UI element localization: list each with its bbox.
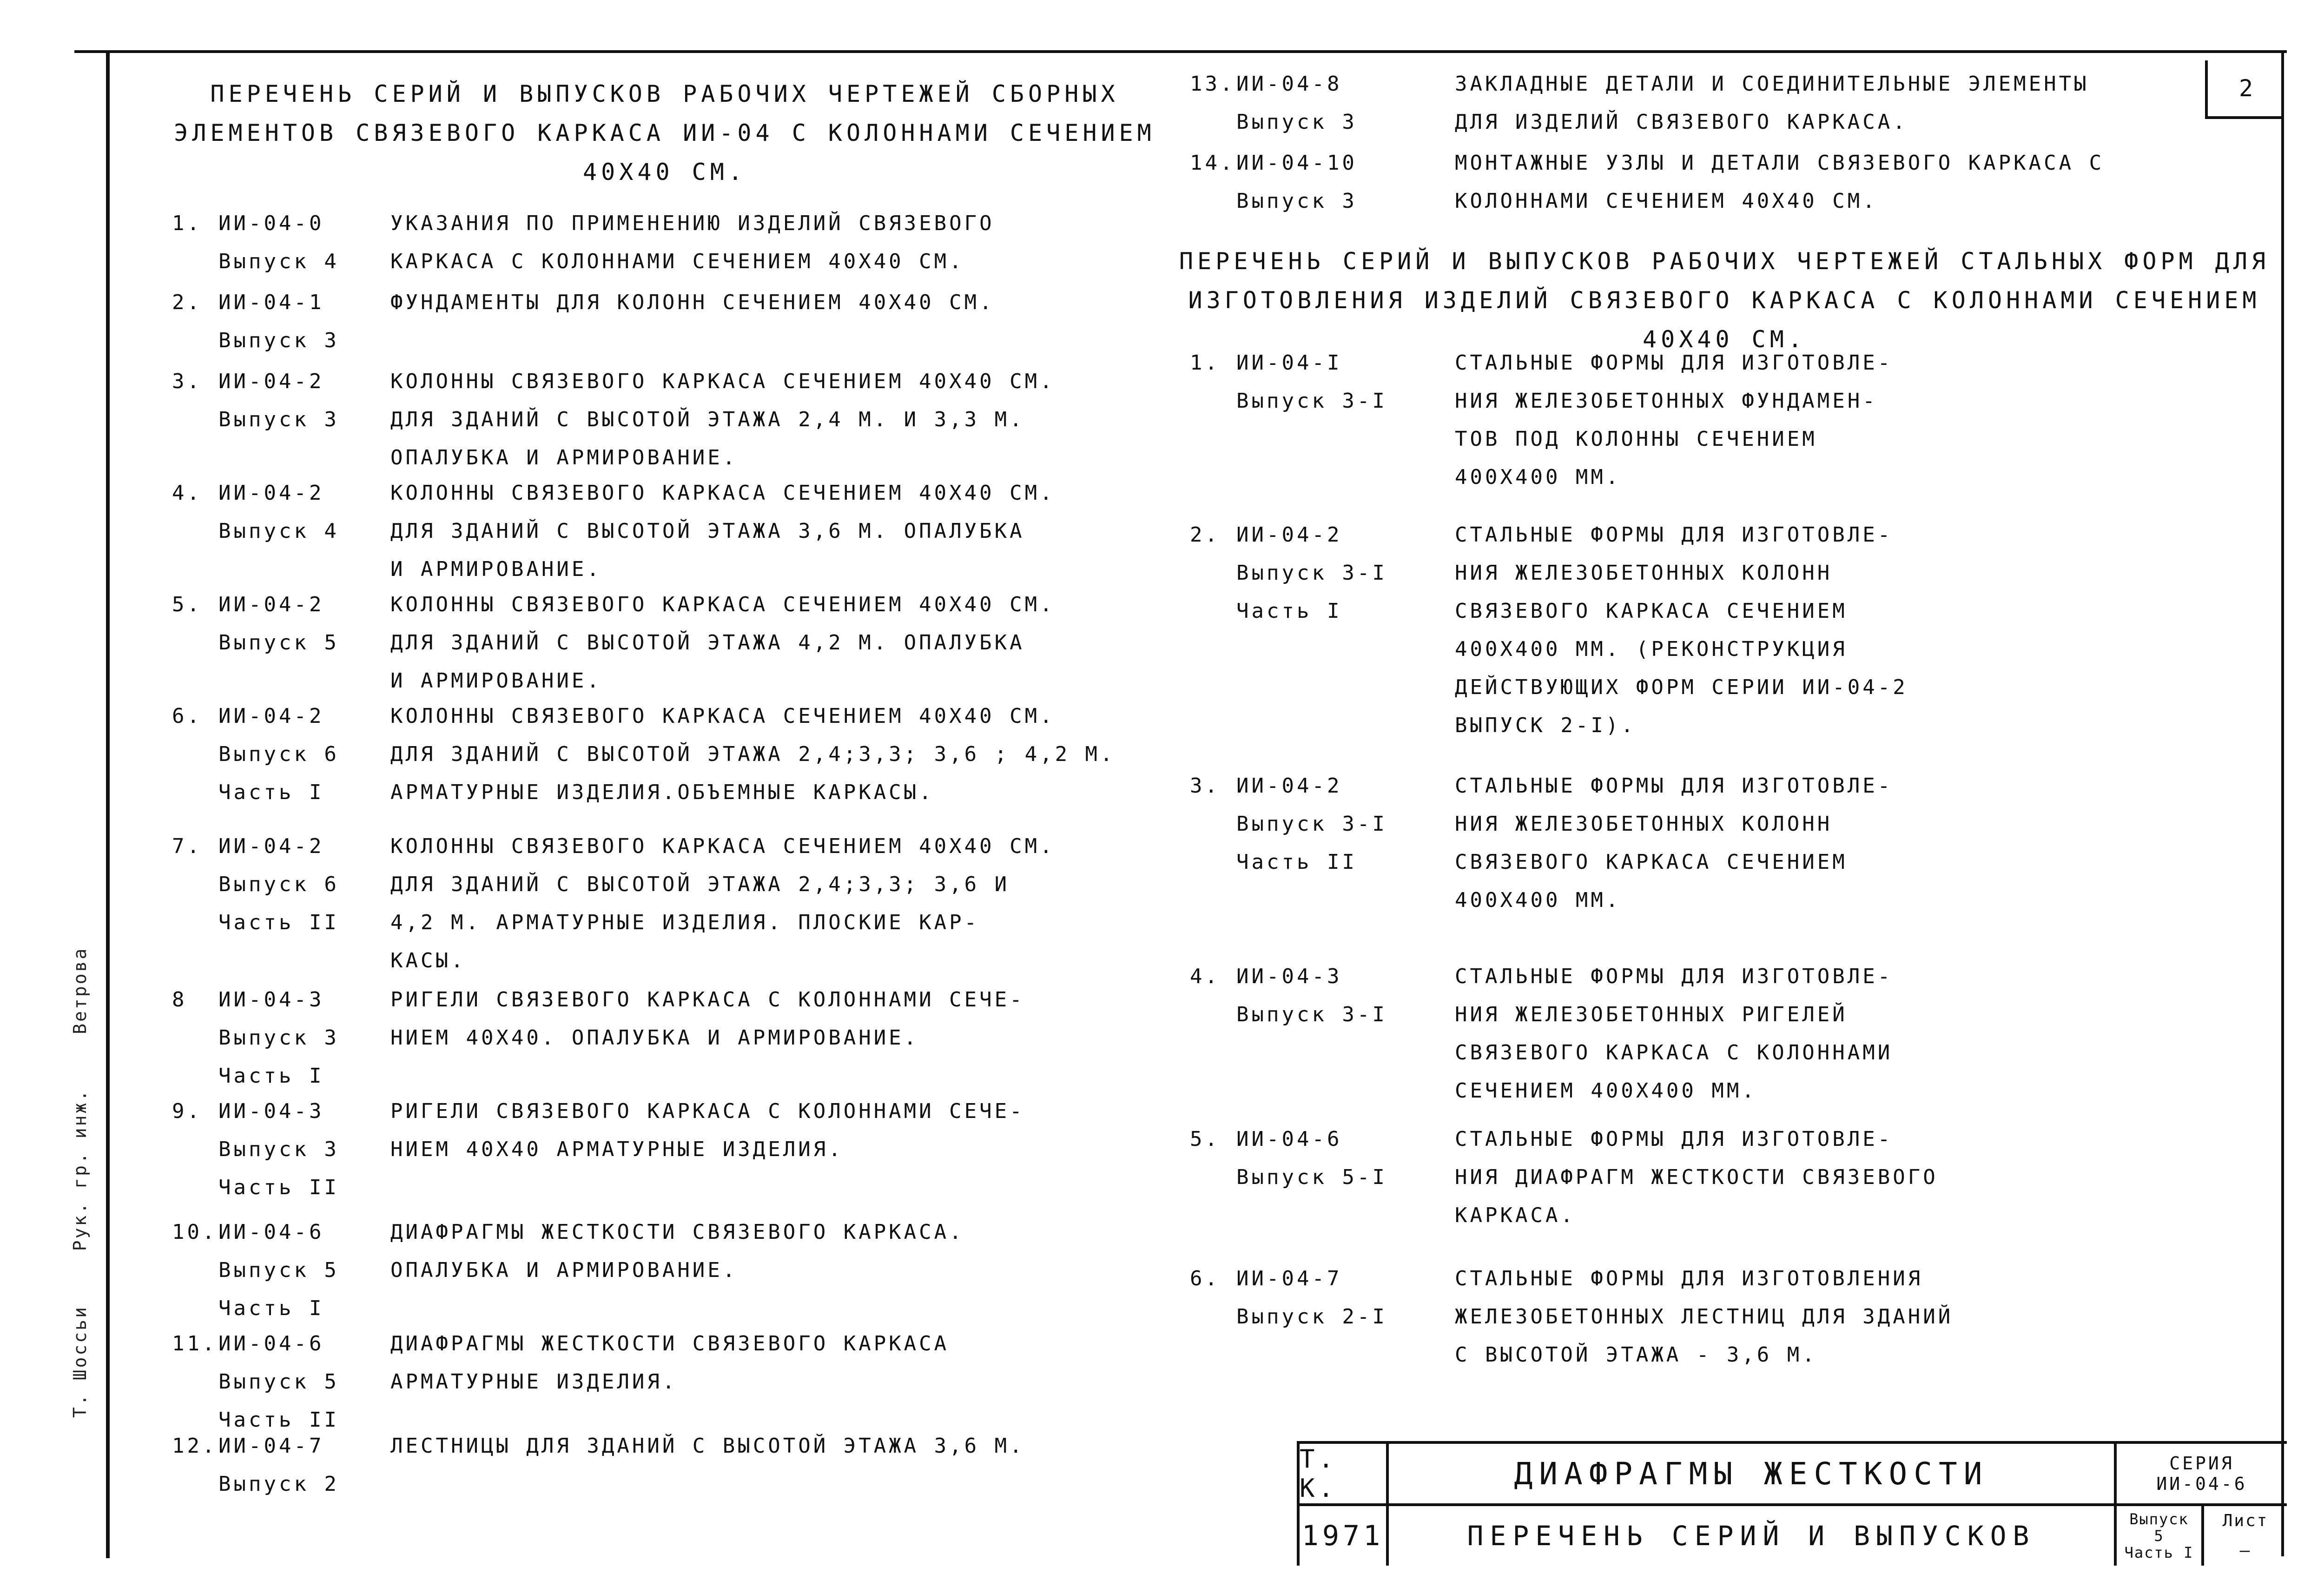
series-code-line: Выпуск 3-I [1236, 389, 1387, 413]
frame-left-line [106, 52, 110, 1558]
item-number: 8 [172, 988, 187, 1012]
description-line: СВЯЗЕВОГО КАРКАСА СЕЧЕНИЕМ [1455, 850, 1848, 874]
description-line: СВЯЗЕВОГО КАРКАСА СЕЧЕНИЕМ [1455, 599, 1848, 623]
description-line: СТАЛЬНЫЕ ФОРМЫ ДЛЯ ИЗГОТОВЛЕ- [1455, 774, 1893, 798]
series-code-line: Часть I [1236, 599, 1342, 623]
series-code-line: Выпуск 5-I [1236, 1165, 1387, 1189]
series-code-line: Выпуск 3-I [1236, 561, 1387, 585]
item-series-code [1236, 1260, 1399, 1336]
item-description [1455, 144, 2324, 220]
series-code-line: ИИ-04-3 [1236, 965, 1342, 988]
description-line: 400Х400 ММ. [1455, 888, 1621, 912]
series-code-line: ИИ-04-I [1236, 351, 1342, 375]
description-line: ВЫПУСК 2-I). [1455, 714, 1636, 737]
item-series-code [218, 363, 381, 439]
series-code-line: ИИ-04-10 [1236, 151, 1357, 175]
list-value: — [2239, 1541, 2251, 1560]
description-line: ТОВ ПОД КОЛОННЫ СЕЧЕНИЕМ [1455, 427, 1817, 451]
description-line: ДЛЯ ИЗДЕЛИЙ СВЯЗЕВОГО КАРКАСА. [1455, 110, 1908, 134]
right-heading-line: ИЗГОТОВЛЕНИЯ ИЗДЕЛИЙ СВЯЗЕВОГО КАРКАСА С КОЛОННАМИ СЕЧЕНИЕМ 40Х40 СМ. [1188, 287, 2261, 353]
item-description [390, 1213, 1274, 1289]
series-code-line: Выпуск 3 [218, 1137, 339, 1161]
item-series-code [218, 474, 381, 550]
description-line: СВЯЗЕВОГО КАРКАСА С КОЛОННАМИ [1455, 1041, 1893, 1065]
item-number: 12. [172, 1434, 218, 1458]
item-number: 2. [172, 291, 202, 314]
description-line: ОПАЛУБКА И АРМИРОВАНИЕ. [390, 446, 738, 469]
description-line: НИЕМ 40Х40 АРМАТУРНЫЕ ИЗДЕЛИЯ. [390, 1137, 844, 1161]
item-series-code [1236, 516, 1399, 630]
series-value: ИИ-04-6 [2156, 1474, 2247, 1494]
description-line: КОЛОННЫ СВЯЗЕВОГО КАРКАСА СЕЧЕНИЕМ 40Х40 СМ. [390, 370, 1055, 393]
item-number: 7. [172, 834, 202, 858]
item-number: 6. [1190, 1267, 1220, 1290]
series-code-line: Выпуск 3 [1236, 110, 1357, 134]
description-line: И АРМИРОВАНИЕ. [390, 557, 602, 581]
description-line: АРМАТУРНЫЕ ИЗДЕЛИЯ.ОБЪЕМНЫЕ КАРКАСЫ. [390, 780, 934, 804]
series-code-line: Выпуск 3-I [1236, 1003, 1387, 1026]
right-heading [1176, 242, 2273, 359]
description-line: НИЕМ 40Х40. ОПАЛУБКА И АРМИРОВАНИЕ. [390, 1026, 919, 1050]
series-code-line: ИИ-04-7 [1236, 1267, 1342, 1290]
item-series-code [1236, 144, 1399, 220]
item-description [1455, 1120, 2324, 1235]
description-line: АРМАТУРНЫЕ ИЗДЕЛИЯ. [390, 1370, 678, 1394]
issue-part: Часть I [2124, 1544, 2194, 1561]
series-code-line: ИИ-04-2 [218, 370, 324, 393]
series-code-line: Выпуск 3 [218, 408, 339, 431]
title-block-subtitle: ПЕРЕЧЕНЬ СЕРИЙ И ВЫПУСКОВ [1389, 1506, 2117, 1566]
description-line: ДЛЯ ЗДАНИЙ С ВЫСОТОЙ ЭТАЖА 2,4;3,3; 3,6 И [390, 873, 1010, 896]
item-number: 10. [172, 1220, 218, 1244]
item-description [390, 586, 1274, 700]
description-line: КОЛОННЫ СВЯЗЕВОГО КАРКАСА СЕЧЕНИЕМ 40Х40 СМ. [390, 593, 1055, 616]
description-line: КОЛОННЫ СВЯЗЕВОГО КАРКАСА СЕЧЕНИЕМ 40Х40 СМ. [390, 481, 1055, 505]
description-line: ДИАФРАГМЫ ЖЕСТКОСТИ СВЯЗЕВОГО КАРКАСА. [390, 1220, 964, 1244]
description-line: С ВЫСОТОЙ ЭТАЖА - 3,6 М. [1455, 1343, 1817, 1367]
series-code-line: Часть II [1236, 850, 1357, 874]
description-line: НИЯ ЖЕЛЕЗОБЕТОННЫХ КОЛОНН [1455, 812, 1833, 836]
item-description [390, 1325, 1274, 1401]
description-line: МОНТАЖНЫЕ УЗЛЫ И ДЕТАЛИ СВЯЗЕВОГО КАРКАСА С [1455, 151, 2105, 175]
item-description [390, 1092, 1274, 1169]
description-line: НИЯ ЖЕЛЕЗОБЕТОННЫХ РИГЕЛЕЙ [1455, 1003, 1848, 1026]
description-line: НИЯ ЖЕЛЕЗОБЕТОННЫХ КОЛОНН [1455, 561, 1833, 585]
series-code-line: Выпуск 5 [218, 1370, 339, 1394]
series-code-line: ИИ-04-2 [218, 593, 324, 616]
item-number: 5. [1190, 1127, 1220, 1151]
side-stamp [70, 721, 102, 1418]
item-description [390, 474, 1274, 589]
item-number: 4. [172, 481, 202, 505]
side-stamp-author: Т. Шоссьи [70, 1305, 90, 1418]
series-code-line: ИИ-04-6 [218, 1220, 324, 1244]
series-code-line: ИИ-04-6 [218, 1332, 324, 1356]
series-code-line: Выпуск 2-I [1236, 1305, 1387, 1329]
series-code-line: ИИ-04-2 [218, 834, 324, 858]
item-description [390, 363, 1274, 477]
frame-top-line [74, 50, 2287, 53]
item-description [1455, 65, 2324, 141]
item-number: 4. [1190, 965, 1220, 988]
left-heading [158, 74, 1171, 192]
item-description [390, 205, 1274, 281]
item-number: 1. [172, 212, 202, 235]
description-line: КАРКАСА С КОЛОННАМИ СЕЧЕНИЕМ 40Х40 СМ. [390, 250, 964, 273]
series-label: СЕРИЯ [2169, 1453, 2234, 1474]
item-series-code [1236, 767, 1399, 881]
issue-value: 5 [2154, 1527, 2164, 1545]
series-code-line: Выпуск 2 [218, 1472, 339, 1496]
sheet-number: 2 [2205, 60, 2284, 119]
item-series-code [218, 1092, 381, 1207]
series-code-line: Выпуск 3 [1236, 189, 1357, 213]
item-number: 1. [1190, 351, 1220, 375]
item-description [1455, 767, 2324, 919]
description-line: КОЛОННЫ СВЯЗЕВОГО КАРКАСА СЕЧЕНИЕМ 40Х40 СМ. [390, 834, 1055, 858]
description-line: 4,2 М. АРМАТУРНЫЕ ИЗДЕЛИЯ. ПЛОСКИЕ КАР- [390, 911, 980, 934]
item-number: 9. [172, 1099, 202, 1123]
right-heading-line: ПЕРЕЧЕНЬ СЕРИЙ И ВЫПУСКОВ РАБОЧИХ ЧЕРТЕЖЕЙ СТАЛЬНЫХ ФОРМ ДЛЯ [1179, 248, 2270, 275]
item-number: 2. [1190, 523, 1220, 547]
series-code-line: ИИ-04-6 [1236, 1127, 1342, 1151]
description-line: РИГЕЛИ СВЯЗЕВОГО КАРКАСА С КОЛОННАМИ СЕЧЕ- [390, 988, 1025, 1012]
title-block-tk: Т. К. [1300, 1444, 1389, 1506]
series-code-line: Выпуск 4 [218, 519, 339, 543]
list-label: Лист [2222, 1511, 2269, 1530]
series-code-line: ИИ-04-2 [218, 481, 324, 505]
series-code-line: Выпуск 3 [218, 329, 339, 352]
description-line: ДЛЯ ЗДАНИЙ С ВЫСОТОЙ ЭТАЖА 4,2 М. ОПАЛУБКА [390, 631, 1025, 655]
series-code-line: Часть I [218, 780, 324, 804]
item-description [390, 827, 1274, 980]
description-line: НИЯ ДИАФРАГМ ЖЕСТКОСТИ СВЯЗЕВОГО [1455, 1165, 1938, 1189]
series-code-line: Часть II [218, 911, 339, 934]
left-heading-line: ПЕРЕЧЕНЬ СЕРИЙ И ВЫПУСКОВ РАБОЧИХ ЧЕРТЕЖЕЙ СБОРНЫХ [210, 80, 1119, 107]
item-description [390, 284, 1274, 322]
description-line: КОЛОННЫ СВЯЗЕВОГО КАРКАСА СЕЧЕНИЕМ 40Х40 СМ. [390, 704, 1055, 728]
series-code-line: ИИ-04-0 [218, 212, 324, 235]
description-line: РИГЕЛИ СВЯЗЕВОГО КАРКАСА С КОЛОННАМИ СЕЧЕ- [390, 1099, 1025, 1123]
description-line: КАРКАСА. [1455, 1203, 1576, 1227]
series-code-line: Выпуск 6 [218, 873, 339, 896]
series-code-line: Выпуск 4 [218, 250, 339, 273]
description-line: СТАЛЬНЫЕ ФОРМЫ ДЛЯ ИЗГОТОВЛЕ- [1455, 965, 1893, 988]
issue-label: Выпуск [2129, 1510, 2189, 1528]
item-series-code [218, 697, 381, 812]
series-code-line: Выпуск 6 [218, 742, 339, 766]
series-code-line: Выпуск 5 [218, 1258, 339, 1282]
series-code-line: ИИ-04-8 [1236, 72, 1342, 96]
item-description [1455, 344, 2324, 496]
item-series-code [218, 1427, 381, 1503]
description-line: ОПАЛУБКА И АРМИРОВАНИЕ. [390, 1258, 738, 1282]
series-code-line: Часть I [218, 1296, 324, 1320]
series-code-line: Выпуск 3-I [1236, 812, 1387, 836]
description-line: ЛЕСТНИЦЫ ДЛЯ ЗДАНИЙ С ВЫСОТОЙ ЭТАЖА 3,6 М. [390, 1434, 1025, 1458]
series-code-line: ИИ-04-1 [218, 291, 324, 314]
item-series-code [218, 284, 381, 360]
description-line: 400Х400 ММ. [1455, 465, 1621, 489]
title-block [1297, 1441, 2287, 1566]
item-series-code [218, 1213, 381, 1328]
description-line: И АРМИРОВАНИЕ. [390, 669, 602, 693]
description-line: ФУНДАМЕНТЫ ДЛЯ КОЛОНН СЕЧЕНИЕМ 40Х40 СМ. [390, 291, 995, 314]
description-line: УКАЗАНИЯ ПО ПРИМЕНЕНИЮ ИЗДЕЛИЙ СВЯЗЕВОГО [390, 212, 995, 235]
series-code-line: ИИ-04-3 [218, 1099, 324, 1123]
description-line: ДЛЯ ЗДАНИЙ С ВЫСОТОЙ ЭТАЖА 2,4 М. И 3,3 М. [390, 408, 1025, 431]
left-heading-line: ЭЛЕМЕНТОВ СВЯЗЕВОГО КАРКАСА ИИ-04 С КОЛОННАМИ СЕЧЕНИЕМ 40Х40 СМ. [174, 119, 1155, 185]
title-block-year: 1971 [1300, 1506, 1389, 1566]
item-description [390, 697, 1274, 812]
description-line: СЕЧЕНИЕМ 400Х400 ММ. [1455, 1079, 1757, 1103]
item-series-code [218, 586, 381, 662]
item-number: 3. [172, 370, 202, 393]
item-series-code [218, 205, 381, 281]
description-line: 400Х400 ММ. (РЕКОНСТРУКЦИЯ [1455, 637, 1848, 661]
series-code-line: ИИ-04-7 [218, 1434, 324, 1458]
item-series-code [1236, 344, 1399, 420]
item-number: 14. [1190, 151, 1235, 175]
description-line: КАСЫ. [390, 949, 466, 972]
description-line: ДЕЙСТВУЮЩИХ ФОРМ СЕРИИ ИИ-04-2 [1455, 675, 1908, 699]
description-line: СТАЛЬНЫЕ ФОРМЫ ДЛЯ ИЗГОТОВЛЕ- [1455, 523, 1893, 547]
description-line: ЗАКЛАДНЫЕ ДЕТАЛИ И СОЕДИНИТЕЛЬНЫЕ ЭЛЕМЕНТЫ [1455, 72, 2089, 96]
side-stamp-checker: Ветрова [70, 946, 90, 1034]
item-description [390, 981, 1274, 1057]
description-line: НИЯ ЖЕЛЕЗОБЕТОННЫХ ФУНДАМЕН- [1455, 389, 1878, 413]
description-line: КОЛОННАМИ СЕЧЕНИЕМ 40Х40 СМ. [1455, 189, 1878, 213]
series-code-line: ИИ-04-3 [218, 988, 324, 1012]
item-series-code [1236, 958, 1399, 1034]
item-description [1455, 1260, 2324, 1374]
description-line: ДЛЯ ЗДАНИЙ С ВЫСОТОЙ ЭТАЖА 3,6 М. ОПАЛУБКА [390, 519, 1025, 543]
series-code-line: Часть II [218, 1408, 339, 1432]
item-number: 11. [172, 1332, 218, 1356]
item-series-code [1236, 65, 1399, 141]
item-number: 13. [1190, 72, 1235, 96]
series-code-line: Часть I [218, 1064, 324, 1088]
series-code-line: ИИ-04-2 [1236, 774, 1342, 798]
series-code-line: Выпуск 5 [218, 631, 339, 655]
description-line: СТАЛЬНЫЕ ФОРМЫ ДЛЯ ИЗГОТОВЛЕНИЯ [1455, 1267, 1923, 1290]
series-code-line: Часть II [218, 1176, 339, 1199]
item-number: 3. [1190, 774, 1220, 798]
series-code-line: ИИ-04-2 [218, 704, 324, 728]
series-code-line: Выпуск 3 [218, 1026, 339, 1050]
side-stamp-role: Рук. гр. инж. [70, 1088, 90, 1251]
series-code-line: ИИ-04-2 [1236, 523, 1342, 547]
description-line: ДЛЯ ЗДАНИЙ С ВЫСОТОЙ ЭТАЖА 2,4;3,3; 3,6 ; 4,2 М. [390, 742, 1116, 766]
title-block-title: ДИАФРАГМЫ ЖЕСТКОСТИ [1389, 1444, 2117, 1506]
item-series-code [1236, 1120, 1399, 1197]
item-series-code [218, 1325, 381, 1439]
item-description [1455, 516, 2324, 745]
description-line: ЖЕЛЕЗОБЕТОННЫХ ЛЕСТНИЦ ДЛЯ ЗДАНИЙ [1455, 1305, 1954, 1329]
description-line: ДИАФРАГМЫ ЖЕСТКОСТИ СВЯЗЕВОГО КАРКАСА [390, 1332, 950, 1356]
item-series-code [218, 981, 381, 1095]
item-description [1455, 958, 2324, 1110]
title-block-issue [2117, 1506, 2204, 1566]
item-number: 6. [172, 704, 202, 728]
item-series-code [218, 827, 381, 942]
description-line: СТАЛЬНЫЕ ФОРМЫ ДЛЯ ИЗГОТОВЛЕ- [1455, 351, 1893, 375]
item-number: 5. [172, 593, 202, 616]
title-block-series [2117, 1444, 2287, 1506]
title-block-list [2204, 1506, 2287, 1566]
item-description [390, 1427, 1274, 1465]
description-line: СТАЛЬНЫЕ ФОРМЫ ДЛЯ ИЗГОТОВЛЕ- [1455, 1127, 1893, 1151]
